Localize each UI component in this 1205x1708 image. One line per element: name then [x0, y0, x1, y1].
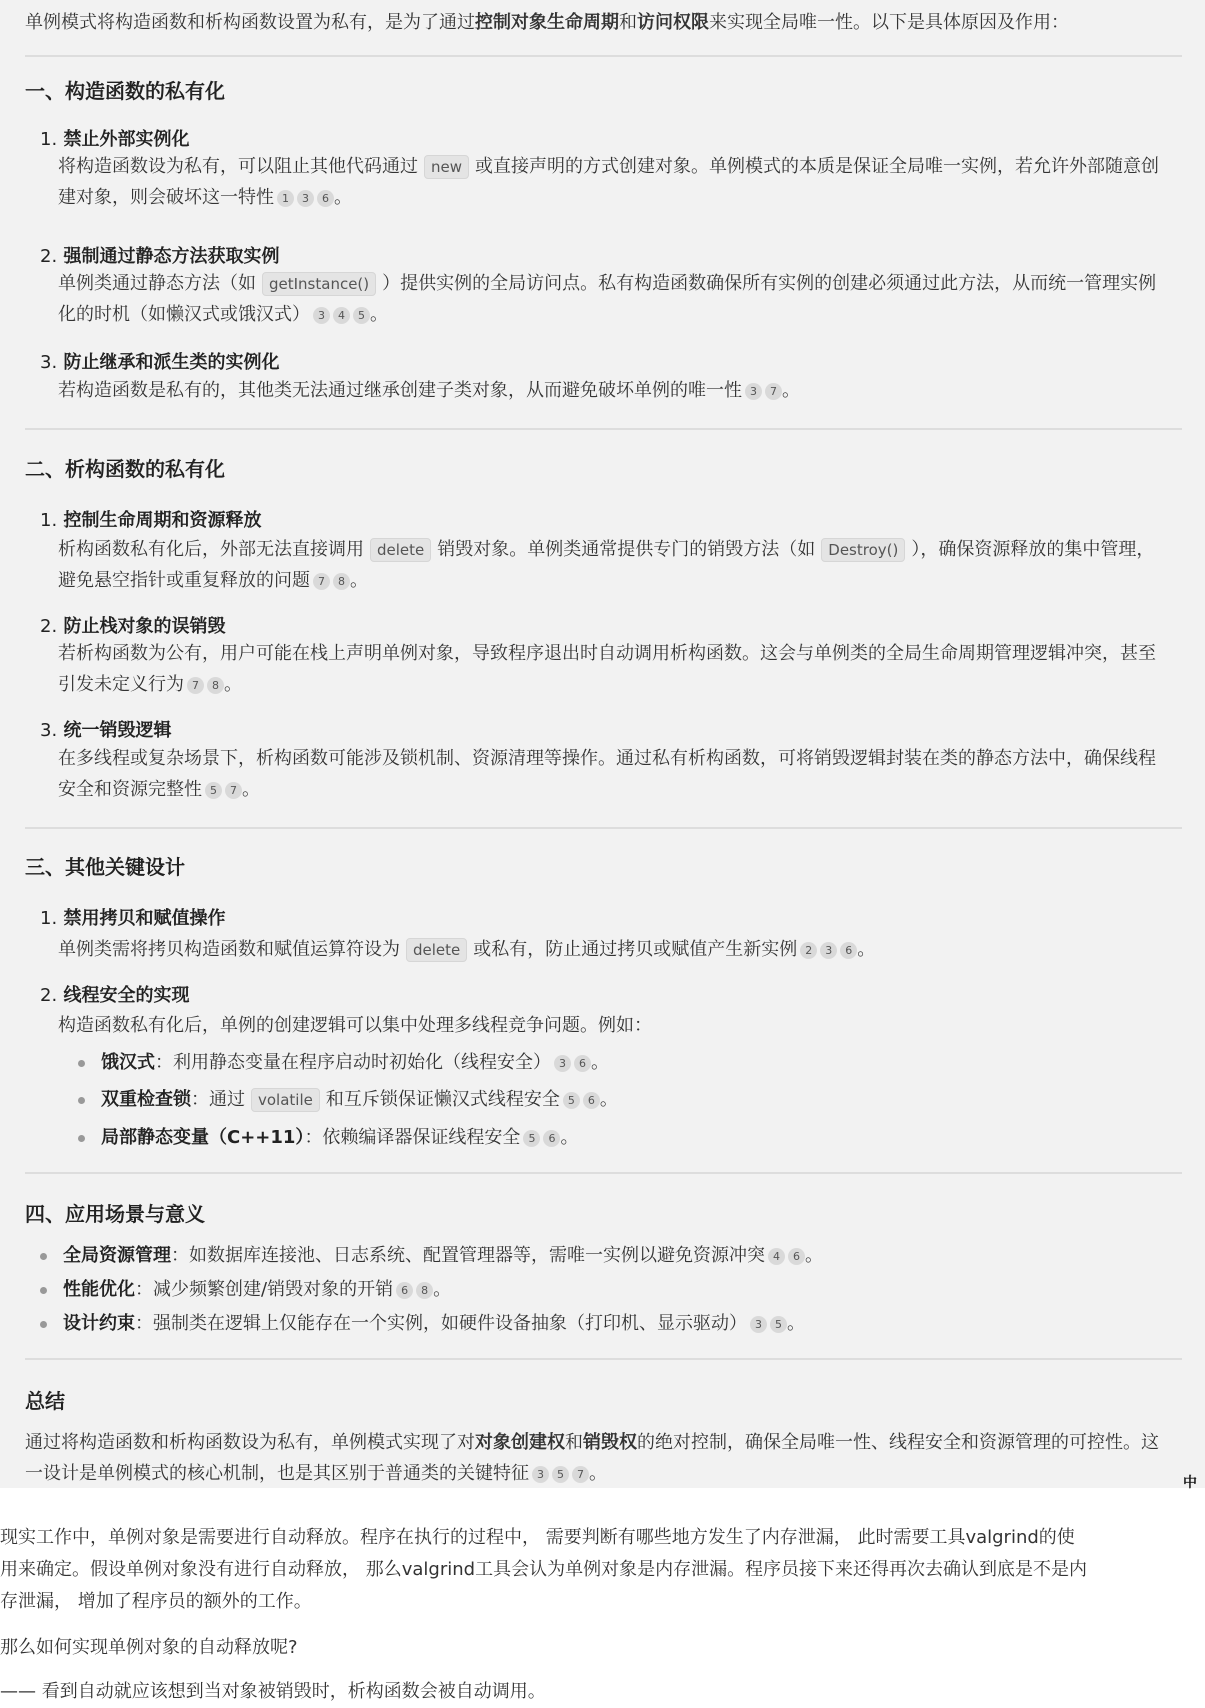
- citation-badge[interactable]: 6: [574, 1055, 591, 1072]
- citation-badge[interactable]: 3: [820, 942, 837, 959]
- bullet-dot: [78, 1097, 85, 1104]
- intro-paragraph: [25, 10, 1185, 36]
- code-delete: delete: [370, 538, 431, 562]
- citation-badge[interactable]: 6: [583, 1092, 600, 1109]
- citation-badge[interactable]: 3: [554, 1055, 571, 1072]
- bullet-dot: [40, 1321, 47, 1328]
- code-new: new: [424, 155, 469, 179]
- section-1-heading: 一、构造函数的私有化: [25, 79, 225, 103]
- citation-badge[interactable]: 7: [313, 573, 330, 590]
- s2-item1-title: 1. 控制生命周期和资源释放: [40, 510, 262, 531]
- divider: [25, 1358, 1182, 1360]
- ime-indicator[interactable]: 中: [1183, 1475, 1197, 1491]
- s4-bullet-global-resource: 全局资源管理：如数据库连接池、日志系统、配置管理器等，需唯一实例以避免资源冲突 4 6 。: [40, 1242, 823, 1270]
- s3-item2-body: 构造函数私有化后，单例的创建逻辑可以集中处理多线程竞争问题。例如：: [58, 1015, 652, 1036]
- bullet-dot: [40, 1287, 47, 1294]
- article-paragraph-1: 现实工作中，单例对象是需要进行自动释放。程序在执行的过程中， 需要判断有哪些地方发生了内存泄漏， 此时需要工具valgrind的使 用来确定。假设单例对象没有进行自动释放， 那么valgrind工具会认为单例对象是内存泄漏。程序员接下来还得再次去确认到底是不是内 存泄漏， 增加了程序员的额外的工作。: [0, 1527, 1088, 1612]
- s3-item1-body: 单例类需将拷贝构造函数和赋值运算符设为 delete 或私有，防止通过拷贝或赋值产生新实例 2 3 6 。: [58, 939, 876, 960]
- citation-badge[interactable]: 3: [745, 383, 762, 400]
- citation-badge[interactable]: 6: [543, 1130, 560, 1147]
- bullet-dot: [78, 1060, 85, 1067]
- s4-bullet-design-constraint: 设计约束：强制类在逻辑上仅能存在一个实例，如硬件设备抽象（打印机、显示驱动） 3 5 。: [40, 1310, 805, 1338]
- intro-bold-access: 访问权限: [637, 12, 709, 33]
- s4-bullet-performance: 性能优化：减少频繁创建/销毁对象的开销 6 8 。: [40, 1276, 451, 1304]
- citation-badge[interactable]: 4: [333, 307, 350, 324]
- s3-item1-title: 1. 禁用拷贝和赋值操作: [40, 908, 226, 929]
- s3-bullet-eager: 饿汉式：利用静态变量在程序启动时初始化（线程安全） 3 6 。: [78, 1049, 609, 1077]
- s1-item3-title: 3. 防止继承和派生类的实例化: [40, 352, 280, 373]
- s2-item2-title: 2. 防止栈对象的误销毁: [40, 616, 226, 637]
- intro-bold-lifecycle: 控制对象生命周期: [475, 12, 619, 33]
- citation-badge[interactable]: 6: [317, 190, 334, 207]
- s3-item2-title: 2. 线程安全的实现: [40, 985, 190, 1006]
- citation-badge[interactable]: 7: [572, 1466, 589, 1483]
- s2-item2-body: 若析构函数为公有，用户可能在栈上声明单例对象，导致程序退出时自动调用析构函数。这会与单例类的全局生命周期管理逻辑冲突，甚至 引发未定义行为 7 8 。: [58, 643, 1156, 695]
- code-volatile: volatile: [251, 1088, 320, 1112]
- s2-item1-body: 析构函数私有化后，外部无法直接调用 delete 销毁对象。单例类通常提供专门的销毁方法（如 Destroy() ），确保资源释放的集中管理， 避免悬空指针或重复释放的问题 7 8 。: [58, 539, 1155, 591]
- citation-badge[interactable]: 7: [765, 383, 782, 400]
- code-getinstance: getInstance(): [262, 272, 376, 296]
- citation-badge[interactable]: 3: [313, 307, 330, 324]
- article-paragraph-3: —— 看到自动就应该想到当对象被销毁时，析构函数会被自动调用。: [0, 1681, 546, 1702]
- intro-text-end: 来实现全局唯一性。以下是具体原因及作用：: [709, 12, 1069, 33]
- citation-badge[interactable]: 5: [353, 307, 370, 324]
- citation-badge[interactable]: 3: [750, 1316, 767, 1333]
- s2-item3-body: 在多线程或复杂场景下，析构函数可能涉及锁机制、资源清理等操作。通过私有析构函数，可将销毁逻辑封装在类的静态方法中，确保线程 安全和资源完整性 5 7 。: [58, 748, 1156, 800]
- citation-badge[interactable]: 2: [800, 942, 817, 959]
- intro-text: 单例模式将构造函数和析构函数设置为私有，是为了通过: [25, 12, 475, 33]
- citation-badge[interactable]: 5: [770, 1316, 787, 1333]
- citation-badge[interactable]: 8: [333, 573, 350, 590]
- s1-item2-title: 2. 强制通过静态方法获取实例: [40, 246, 280, 267]
- divider: [25, 55, 1182, 57]
- citation-badge[interactable]: 5: [205, 782, 222, 799]
- citation-badge[interactable]: 8: [416, 1282, 433, 1299]
- citation-badge[interactable]: 6: [840, 942, 857, 959]
- citation-badge[interactable]: 4: [768, 1248, 785, 1265]
- s3-bullet-local-static: 局部静态变量（C++11）：依赖编译器保证线程安全 5 6 。: [78, 1124, 578, 1152]
- citation-badge[interactable]: 6: [788, 1248, 805, 1265]
- s1-item1-body: 将构造函数设为私有，可以阻止其他代码通过 new 或直接声明的方式创建对象。单例模式的本质是保证全局唯一实例，若允许外部随意创 建对象，则会破坏这一特性 1 3 6 。: [58, 156, 1160, 208]
- s1-item3-body: 若构造函数是私有的，其他类无法通过继承创建子类对象，从而避免破坏单例的唯一性 3 7 。: [58, 380, 800, 401]
- s2-item3-title: 3. 统一销毁逻辑: [40, 720, 172, 741]
- citation-badge[interactable]: 3: [532, 1466, 549, 1483]
- citation-badge[interactable]: 6: [396, 1282, 413, 1299]
- section-4-heading: 四、应用场景与意义: [25, 1202, 205, 1226]
- citation-badge[interactable]: 3: [297, 190, 314, 207]
- citation-badge[interactable]: 7: [187, 677, 204, 694]
- s3-bullet-dcl: 双重检查锁：通过 volatile 和互斥锁保证懒汉式线程安全 5 6 。: [78, 1086, 618, 1114]
- summary-body: 通过将构造函数和析构函数设为私有，单例模式实现了对对象创建权和销毁权的绝对控制，确保全局唯一性、线程安全和资源管理的可控性。这 一设计是单例模式的核心机制，也是其区别于普通类的关键特征 3 5 7 。: [25, 1432, 1159, 1484]
- citation-badge[interactable]: 1: [277, 190, 294, 207]
- summary-heading: 总结: [25, 1389, 65, 1413]
- divider: [25, 428, 1182, 430]
- divider: [25, 1172, 1182, 1174]
- s1-item2-body: 单例类通过静态方法（如 getInstance() ）提供实例的全局访问点。私有构造函数确保所有实例的创建必须通过此方法，从而统一管理实例 化的时机（如懒汉式或饿汉式） 3 4 5 。: [58, 273, 1157, 325]
- article-paragraph-2: 那么如何实现单例对象的自动释放呢?: [0, 1637, 298, 1658]
- divider: [25, 827, 1182, 829]
- s1-item1-title: 1. 禁止外部实例化: [40, 129, 190, 150]
- citation-badge[interactable]: 5: [523, 1130, 540, 1147]
- bullet-dot: [40, 1253, 47, 1260]
- code-delete: delete: [406, 938, 467, 962]
- code-destroy: Destroy(): [821, 538, 905, 562]
- citation-badge[interactable]: 5: [563, 1092, 580, 1109]
- intro-text-and: 和: [619, 12, 637, 33]
- bullet-dot: [78, 1135, 85, 1142]
- citation-badge[interactable]: 8: [207, 677, 224, 694]
- citation-badge[interactable]: 5: [552, 1466, 569, 1483]
- citation-badge[interactable]: 7: [225, 782, 242, 799]
- section-3-heading: 三、其他关键设计: [25, 855, 185, 879]
- section-2-heading: 二、析构函数的私有化: [25, 457, 225, 481]
